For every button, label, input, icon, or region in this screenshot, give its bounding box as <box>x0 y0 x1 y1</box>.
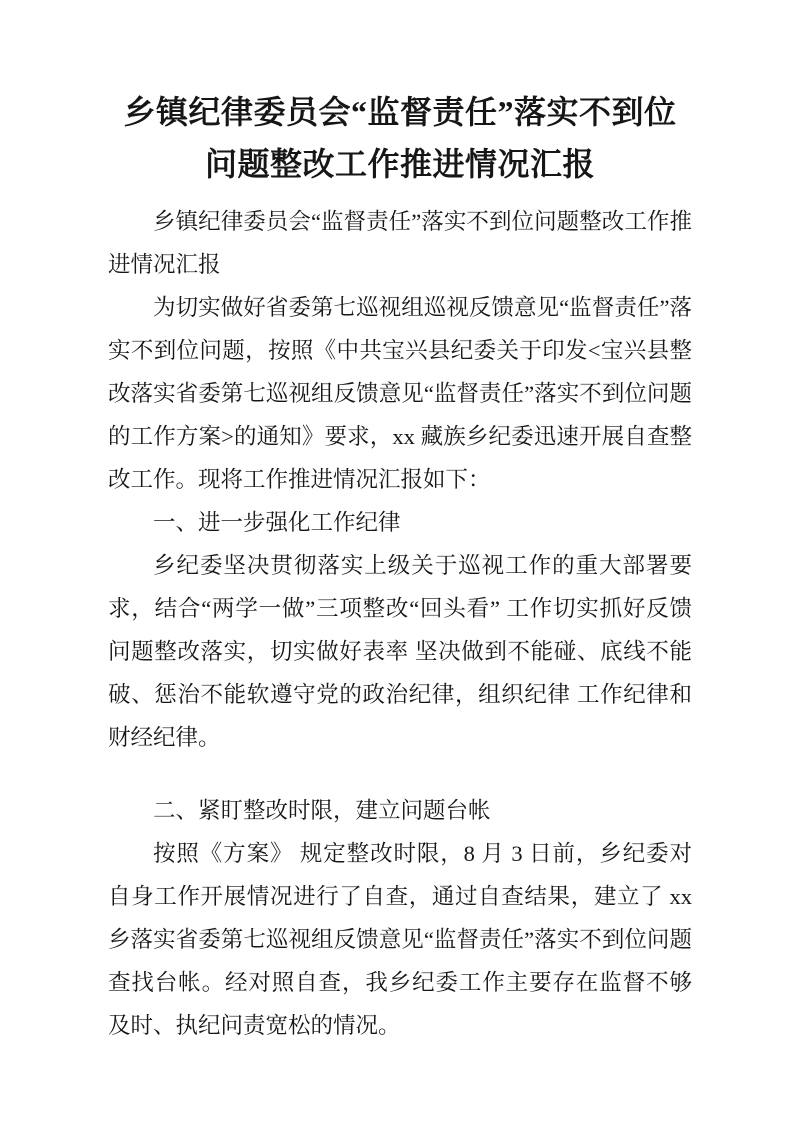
section-heading-1: 一、进一步强化工作纪律 <box>153 510 401 535</box>
document-page <box>108 0 692 1047</box>
document-title: 乡镇纪律委员会“监督责任”落实不到位问题整改工作推进情况汇报 <box>123 94 677 182</box>
paragraph-intro: 为切实做好省委第七巡视组巡视反馈意见“监督责任”落实不到位问题，按照《中共宝兴县纪委关于印发<宝兴县整改落实省委第七巡视组反馈意见“监督责任”落实不到位问题的工作方案>的通知》要求，xx 藏族乡纪委迅速开展自查整改工作。现将工作推进情况汇报如下： <box>108 295 692 492</box>
section-heading-2: 二、紧盯整改时限，建立问题台帐 <box>153 798 491 823</box>
blank-line <box>108 759 692 789</box>
paragraph-section-1-body: 乡纪委坚决贯彻落实上级关于巡视工作的重大部署要求，结合“两学一做”三项整改“回头看” 工作切实抓好反馈问题整改落实，切实做好表率 坚决做到不能碰、底线不能破、惩治不能软遵守党的政治纪律，组织纪律 工作纪律和财经纪律。 <box>108 553 692 750</box>
paragraph-title-repeat: 乡镇纪律委员会“监督责任”落实不到位问题整改工作推进情况汇报 <box>108 209 692 277</box>
paragraph-section-2-body: 按照《方案》 规定整改时限，8 月 3 日前，乡纪委对自身工作开展情况进行了自查，通过自查结果，建立了 xx 乡落实省委第七巡视组反馈意见“监督责任”落实不到位问题查找台帐。经对照自查，我乡纪委工作主要存在监督不够及时、执纪问责宽松的情况。 <box>108 841 692 1038</box>
